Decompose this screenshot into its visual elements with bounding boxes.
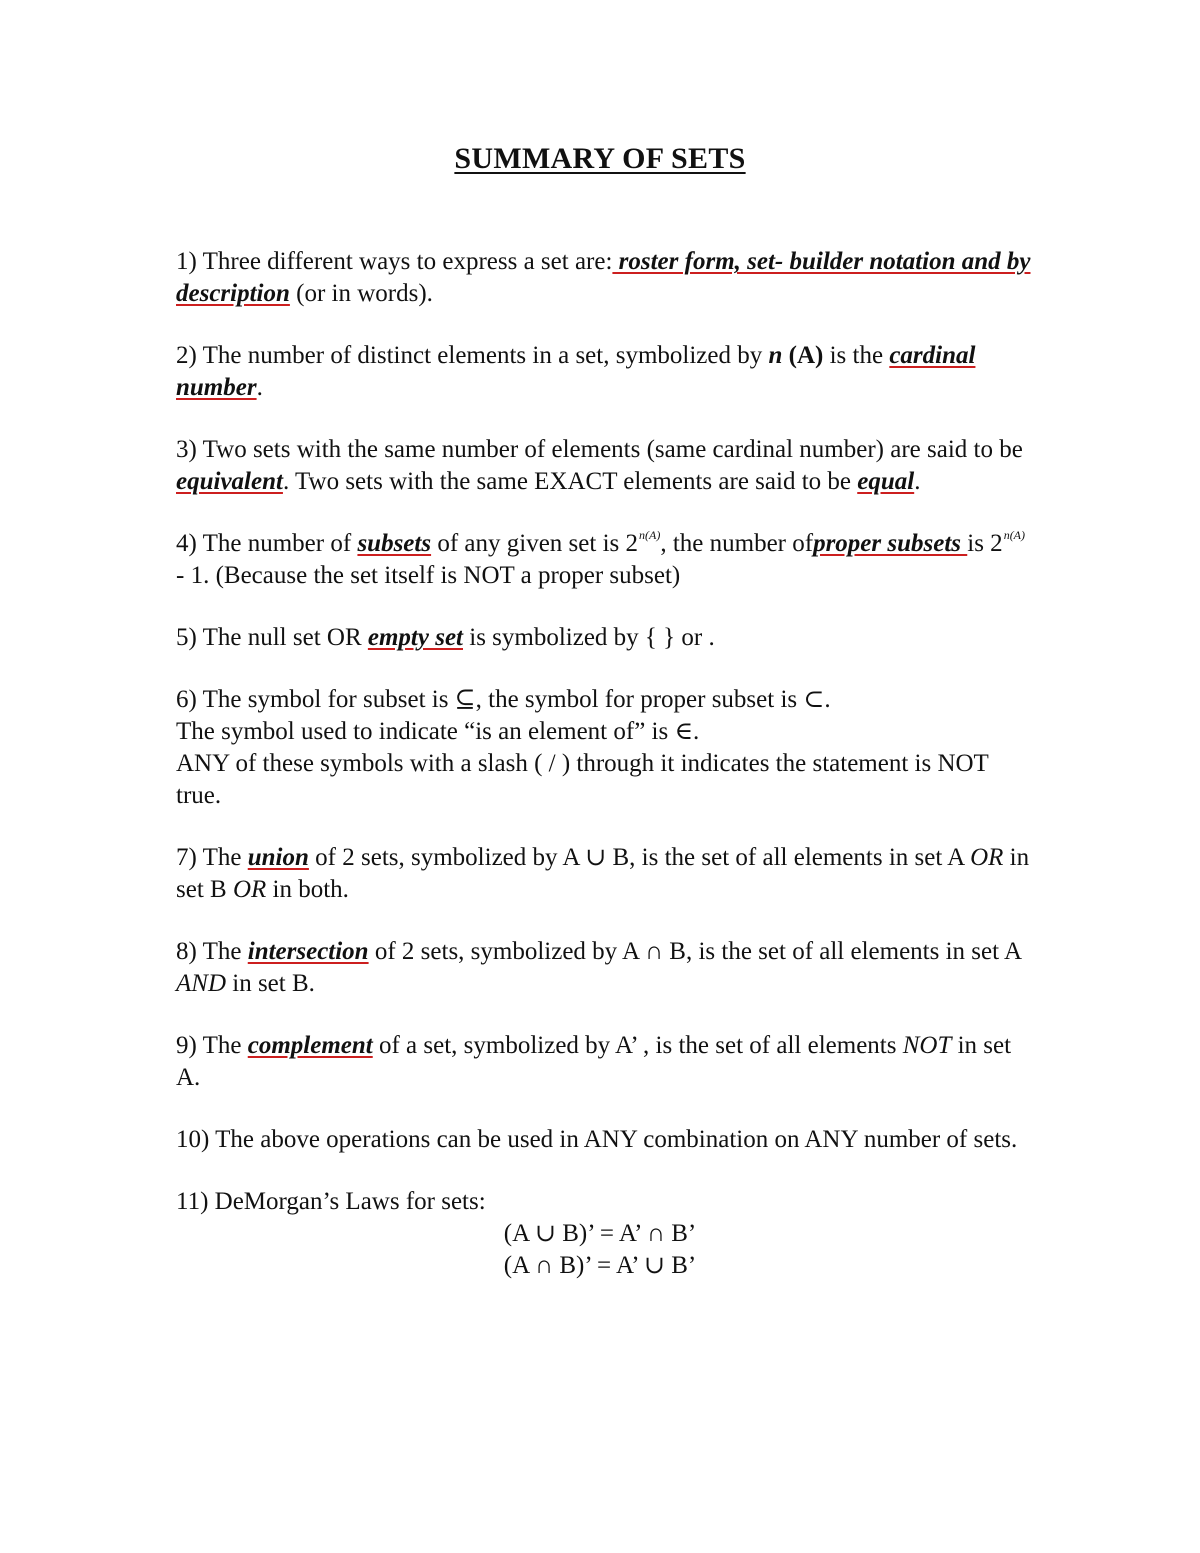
item-8 [176,936,1036,1000]
item-5 [176,622,1036,654]
item-1 [176,246,1036,310]
item-6-line-2: The symbol used to indicate “is an element of” is ∈. [176,718,700,745]
demorgan-laws [0,1218,1200,1282]
item-2 [176,340,1036,404]
item-9-text-c: in set A. [176,1032,1012,1091]
item-3-term-equivalent: equivalent [176,468,283,495]
item-7 [176,842,1036,906]
item-8-text-a: 8) The [176,938,248,965]
item-4-text-d: is 2 [967,530,1003,557]
item-4 [176,528,1036,592]
item-7-or-2: OR [232,876,267,903]
item-7-text-b: of 2 sets, symbolized by A ∪ B, is the set of all elements in set A [308,844,971,871]
item-7-text-d: in both. [266,876,349,903]
item-4-text-a: 4) The number of [176,530,358,557]
item-6-line-1: 6) The symbol for subset is ⊆, the symbol for proper subset is ⊂. [176,686,831,713]
item-3-term-equal: equal [857,468,915,495]
item-9-text-a: 9) The [176,1032,248,1059]
item-6-line-3: ANY of these symbols with a slash ( / ) through it indicates the statement is NOT true. [176,750,989,809]
item-11 [176,1186,1036,1218]
item-7-term: union [247,844,309,871]
demorgan-law-1: (A ∪ B)’ = A’ ∩ B’ [503,1220,697,1247]
item-4-text-b: of any given set is 2 [431,530,638,557]
item-11-heading: 11) DeMorgan’s Laws for sets: [176,1188,486,1215]
item-4-text-c: , the number of [660,530,814,557]
summary-body [176,246,1036,1282]
item-9-not: NOT [902,1032,952,1059]
item-9 [176,1030,1036,1094]
item-4-exponent-2: n(A) [1003,528,1026,542]
item-7-or-1: OR [970,844,1004,871]
item-7-text-a: 7) The [176,844,248,871]
item-6 [176,684,1036,812]
item-8-term: intersection [247,938,369,965]
page-title: SUMMARY OF SETS [454,142,746,175]
item-8-text-b: of 2 sets, symbolized by A ∩ B, is the set of all elements in set A [368,938,1021,965]
item-3-text-b: . Two sets with the same EXACT elements are said to be [282,468,858,495]
item-5-term: empty set [367,624,463,651]
item-5-text-a: 5) The null set OR [176,624,368,651]
item-3-text-c: . [914,468,921,495]
item-4-text-e: - 1. (Because the set itself is NOT a proper subset) [176,562,681,589]
item-8-and: AND [176,970,226,997]
item-2-term: cardinal number [176,342,976,401]
item-5-text-b: is symbolized by { } or . [463,624,715,651]
item-7-text-c: in set B [176,844,1030,903]
item-4-term-proper-subsets: proper subsets [813,530,968,557]
demorgan-law-2: (A ∩ B)’ = A’ ∪ B’ [503,1252,697,1279]
item-1-term: roster form, set- builder notation and by description [176,248,1031,307]
item-3 [176,434,1036,498]
item-2-A: (A) [782,342,824,369]
item-1-text-a: 1) Three different ways to express a set are: [176,248,613,275]
item-9-text-b: of a set, symbolized by A’ , is the set of all elements [372,1032,903,1059]
item-4-term-subsets: subsets [357,530,432,557]
item-9-term: complement [247,1032,373,1059]
item-10-text: 10) The above operations can be used in ANY combination on ANY number of sets. [176,1126,1018,1153]
item-1-text-c: (or in words). [289,280,433,307]
item-2-text-b: is the [823,342,890,369]
item-3-text-a: 3) Two sets with the same number of elements (same cardinal number) are said to be [176,436,1023,463]
item-8-text-c: in set B. [226,970,315,997]
item-10 [176,1124,1036,1156]
item-4-exponent-1: n(A) [639,528,661,542]
item-2-text-a: 2) The number of distinct elements in a set, symbolized by [176,342,769,369]
item-2-n: n [768,342,783,369]
item-2-text-c: . [256,374,263,401]
